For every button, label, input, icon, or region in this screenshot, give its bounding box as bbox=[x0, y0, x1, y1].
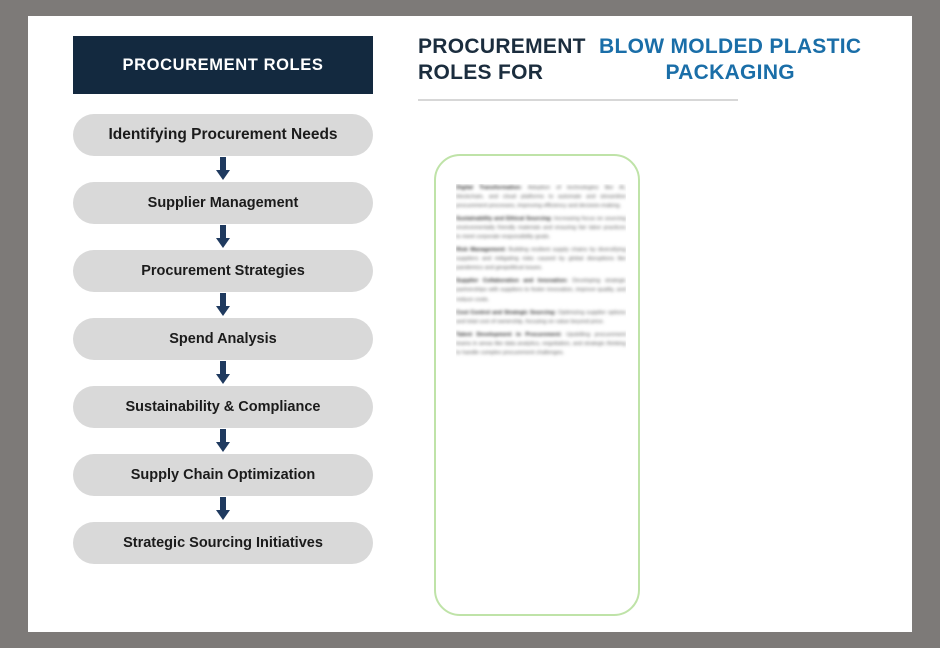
doc-paragraph-4 bbox=[456, 277, 626, 304]
flow-step-2[interactable]: Supplier Management bbox=[73, 182, 373, 224]
doc-paragraph-1 bbox=[456, 184, 626, 211]
panel-title-primary-line2: ROLES FOR bbox=[418, 61, 544, 85]
document-preview-card[interactable] bbox=[434, 154, 640, 616]
doc-body-5: Optimizing supplier options and total cost of ownership, focusing on value beyond price. bbox=[456, 309, 626, 325]
flow-arrow-6 bbox=[73, 496, 373, 522]
flow-arrow-2 bbox=[73, 224, 373, 250]
right-panel bbox=[418, 34, 878, 356]
panel-title-accent-line1: BLOW MOLDED PLASTIC bbox=[599, 35, 862, 58]
doc-heading-1: Digital Transformation: bbox=[456, 185, 522, 191]
doc-body-4: Developing strategic partnerships with suppliers to foster innovation, improve quality, and reduce costs. bbox=[456, 278, 626, 303]
flow-step-7[interactable]: Strategic Sourcing Initiatives bbox=[73, 522, 373, 564]
panel-title-primary bbox=[418, 34, 593, 87]
flow-arrow-4 bbox=[73, 360, 373, 386]
flow-arrow-1 bbox=[73, 156, 373, 182]
document-preview-content bbox=[456, 184, 626, 584]
flow-step-1[interactable]: Identifying Procurement Needs bbox=[73, 114, 373, 156]
flow-step-5[interactable]: Sustainability & Compliance bbox=[73, 386, 373, 428]
doc-paragraph-3 bbox=[456, 246, 626, 273]
doc-body-2: Increasing focus on sourcing environmentally friendly materials and ensuring fair labor practices to meet corporate responsibility goals. bbox=[456, 216, 626, 241]
doc-body-6: Upskilling procurement teams in areas like data analytics, negotiation, and strategic thinking to handle complex procurement challenges. bbox=[456, 331, 626, 356]
doc-body-1: Adoption of technologies like AI, blockchain, and cloud platforms to automate and streamline procurement processes, improving efficiency and decision-making. bbox=[456, 185, 626, 210]
doc-heading-3: Risk Management: bbox=[456, 247, 507, 254]
panel-title-accent bbox=[599, 34, 861, 87]
panel-title-primary-line1: PROCUREMENT bbox=[418, 35, 586, 58]
flow-step-6[interactable]: Supply Chain Optimization bbox=[73, 454, 373, 496]
doc-heading-2: Sustainability and Ethical Sourcing: bbox=[456, 216, 553, 223]
doc-heading-4: Supplier Collaboration and Innovation: bbox=[456, 278, 568, 285]
flow-steps bbox=[73, 114, 373, 564]
flow-step-4[interactable]: Spend Analysis bbox=[73, 318, 373, 360]
flow-step-3[interactable]: Procurement Strategies bbox=[73, 250, 373, 292]
doc-heading-6: Talent Development in Procurement: bbox=[456, 331, 562, 338]
slide-canvas bbox=[28, 16, 912, 632]
panel-title-accent-line2: PACKAGING bbox=[665, 61, 795, 85]
flow-arrow-5 bbox=[73, 428, 373, 454]
doc-paragraph-2 bbox=[456, 215, 626, 242]
procurement-roles-header: PROCUREMENT ROLES bbox=[73, 36, 373, 94]
panel-title bbox=[418, 34, 862, 101]
doc-paragraph-6 bbox=[456, 331, 626, 358]
flow-arrow-3 bbox=[73, 292, 373, 318]
blurred-document-text bbox=[456, 184, 626, 358]
doc-paragraph-5 bbox=[456, 309, 626, 327]
procurement-roles-flow bbox=[73, 36, 373, 564]
doc-heading-5: Cost Control and Strategic Sourcing: bbox=[456, 309, 557, 316]
doc-body-3: Building resilient supply chains by diversifying suppliers and mitigating risks caused by global disruptions like pandemics and geopolitical issues. bbox=[456, 247, 626, 272]
